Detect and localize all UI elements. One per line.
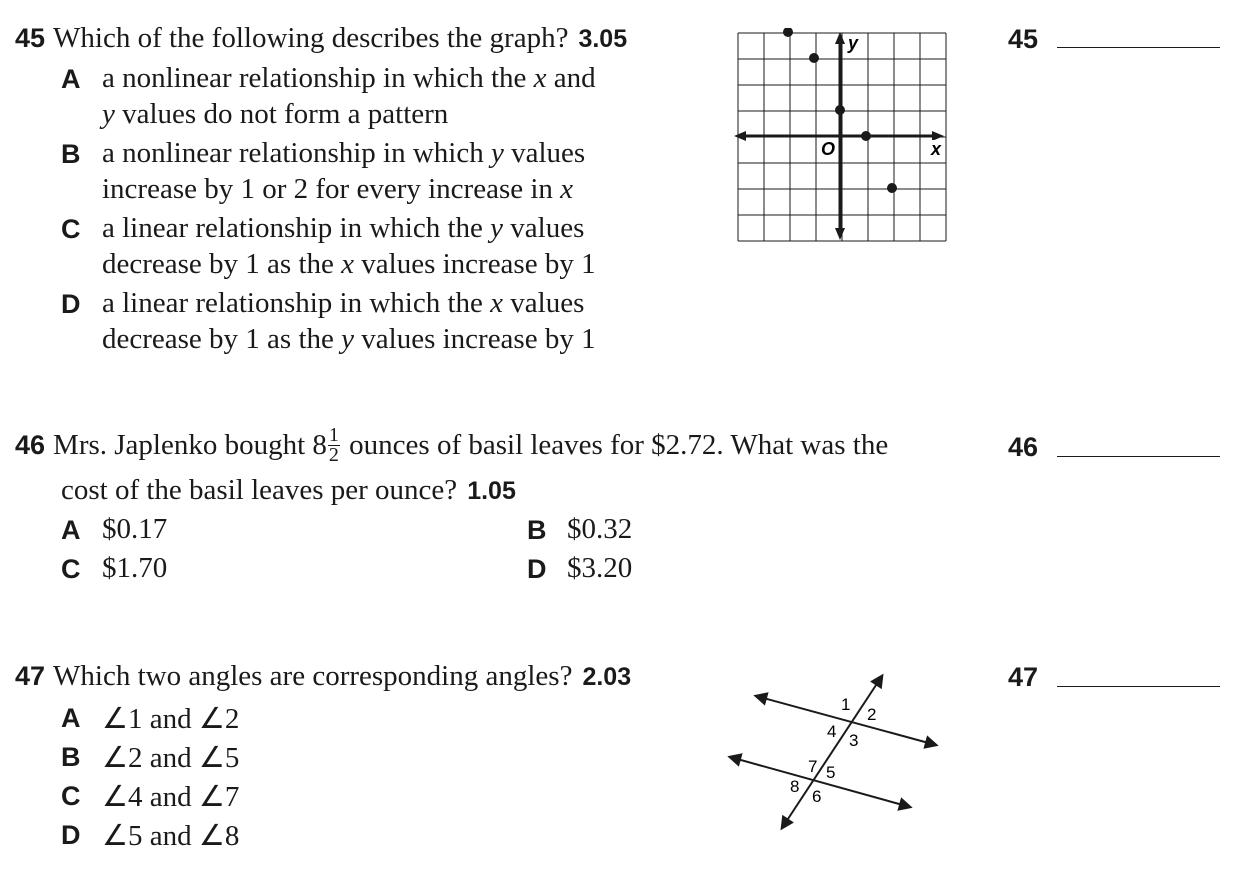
choice-letter: A: [61, 64, 81, 94]
choice-letter: B: [527, 515, 547, 545]
angle-label-1: 1: [841, 695, 851, 714]
choice-text: values: [503, 212, 585, 244]
answer-label: 45: [1008, 24, 1039, 54]
choice-text: values do not form a pattern: [114, 98, 449, 130]
origin-label: O: [821, 139, 836, 159]
fraction-denominator: 2: [328, 444, 339, 466]
choice-text: decrease by 1 as the: [102, 248, 342, 280]
choice-value: ∠4 and ∠7: [102, 781, 240, 813]
angle-label-5: 5: [826, 763, 836, 782]
choice-letter: C: [61, 781, 81, 811]
question-text: Mrs. Japlenko bought 8: [53, 429, 327, 462]
choice-letter: D: [527, 554, 547, 584]
choice-text: and: [546, 62, 596, 94]
question-number: 47: [15, 661, 46, 691]
variable: y: [341, 323, 355, 355]
x-axis-arrow-left: [734, 131, 746, 141]
objective-code: 2.03: [582, 663, 632, 691]
answer-blank[interactable]: [1057, 456, 1220, 457]
choice-text: values: [503, 137, 586, 169]
choice-text: increase by 1 or 2 for every increase in: [102, 173, 561, 205]
answer-blank[interactable]: [1057, 47, 1220, 48]
objective-code: 1.05: [467, 477, 516, 505]
choice-text: a linear relationship in which the: [102, 212, 491, 244]
y-axis-arrow-top: [835, 32, 845, 44]
choice-value: $3.20: [567, 552, 633, 584]
y-axis-label: y: [848, 33, 859, 53]
question-number: 45: [15, 23, 46, 53]
choice-value: $1.70: [102, 552, 168, 584]
answer-label: 47: [1008, 662, 1039, 692]
choice-value: ∠2 and ∠5: [102, 742, 240, 774]
fraction-numerator: 1: [328, 424, 339, 446]
choice-value: ∠5 and ∠8: [102, 820, 240, 852]
choice-text: a nonlinear relationship in which the: [102, 62, 534, 94]
choice-letter: C: [61, 214, 81, 244]
x-axis-label: x: [931, 139, 942, 159]
graph-point: [809, 53, 819, 63]
choice-value: $0.32: [567, 513, 633, 545]
graph-point: [835, 105, 845, 115]
variable: x: [490, 287, 504, 319]
angle-label-8: 8: [790, 777, 800, 796]
choice-letter: C: [61, 554, 81, 584]
question-text: ounces of basil leaves for $2.72. What was the: [341, 429, 889, 462]
choice-letter: D: [61, 289, 81, 319]
coordinate-graph: [730, 28, 950, 246]
angle-label-7: 7: [808, 757, 818, 776]
question-text: Which of the following describes the graph?: [53, 22, 569, 54]
question-text: cost of the basil leaves per ounce?: [61, 474, 458, 506]
choice-letter: B: [61, 139, 81, 169]
graph-point: [783, 28, 793, 37]
objective-code: 3.05: [578, 25, 628, 53]
choice-letter: A: [61, 515, 81, 545]
question-number: 46: [15, 430, 46, 461]
variable: x: [560, 173, 574, 205]
variable: y: [102, 98, 115, 130]
variable: x: [533, 62, 547, 94]
y-axis-arrow-bottom: [835, 228, 845, 240]
angle-label-2: 2: [867, 705, 877, 724]
angle-label-4: 4: [827, 722, 837, 741]
variable: y: [490, 212, 504, 244]
variable: x: [341, 248, 355, 280]
parallel-lines-diagram: [720, 668, 950, 840]
choice-text: a linear relationship in which the: [102, 287, 491, 319]
graph-point: [861, 131, 871, 141]
transversal-line: [782, 676, 882, 828]
graph-axes: [734, 32, 944, 240]
graph-point: [887, 183, 897, 193]
choice-value: $0.17: [102, 513, 168, 545]
variable: y: [490, 137, 504, 169]
choice-letter: D: [61, 820, 81, 850]
choice-text: values increase by 1: [354, 323, 596, 355]
angle-label-6: 6: [812, 787, 822, 806]
answer-label: 46: [1008, 432, 1039, 462]
choice-text: values increase by 1: [354, 248, 596, 280]
choice-text: a nonlinear relationship in which: [102, 137, 491, 169]
angle-label-3: 3: [849, 731, 859, 750]
mixed-number-fraction: [328, 426, 340, 465]
choice-letter: B: [61, 742, 81, 772]
choice-text: decrease by 1 as the: [102, 323, 342, 355]
question-text: Which two angles are corresponding angles?: [53, 660, 573, 692]
choice-letter: A: [61, 703, 81, 733]
choice-text: values: [503, 287, 585, 319]
answer-blank[interactable]: [1057, 686, 1220, 687]
choice-value: ∠1 and ∠2: [102, 703, 240, 735]
